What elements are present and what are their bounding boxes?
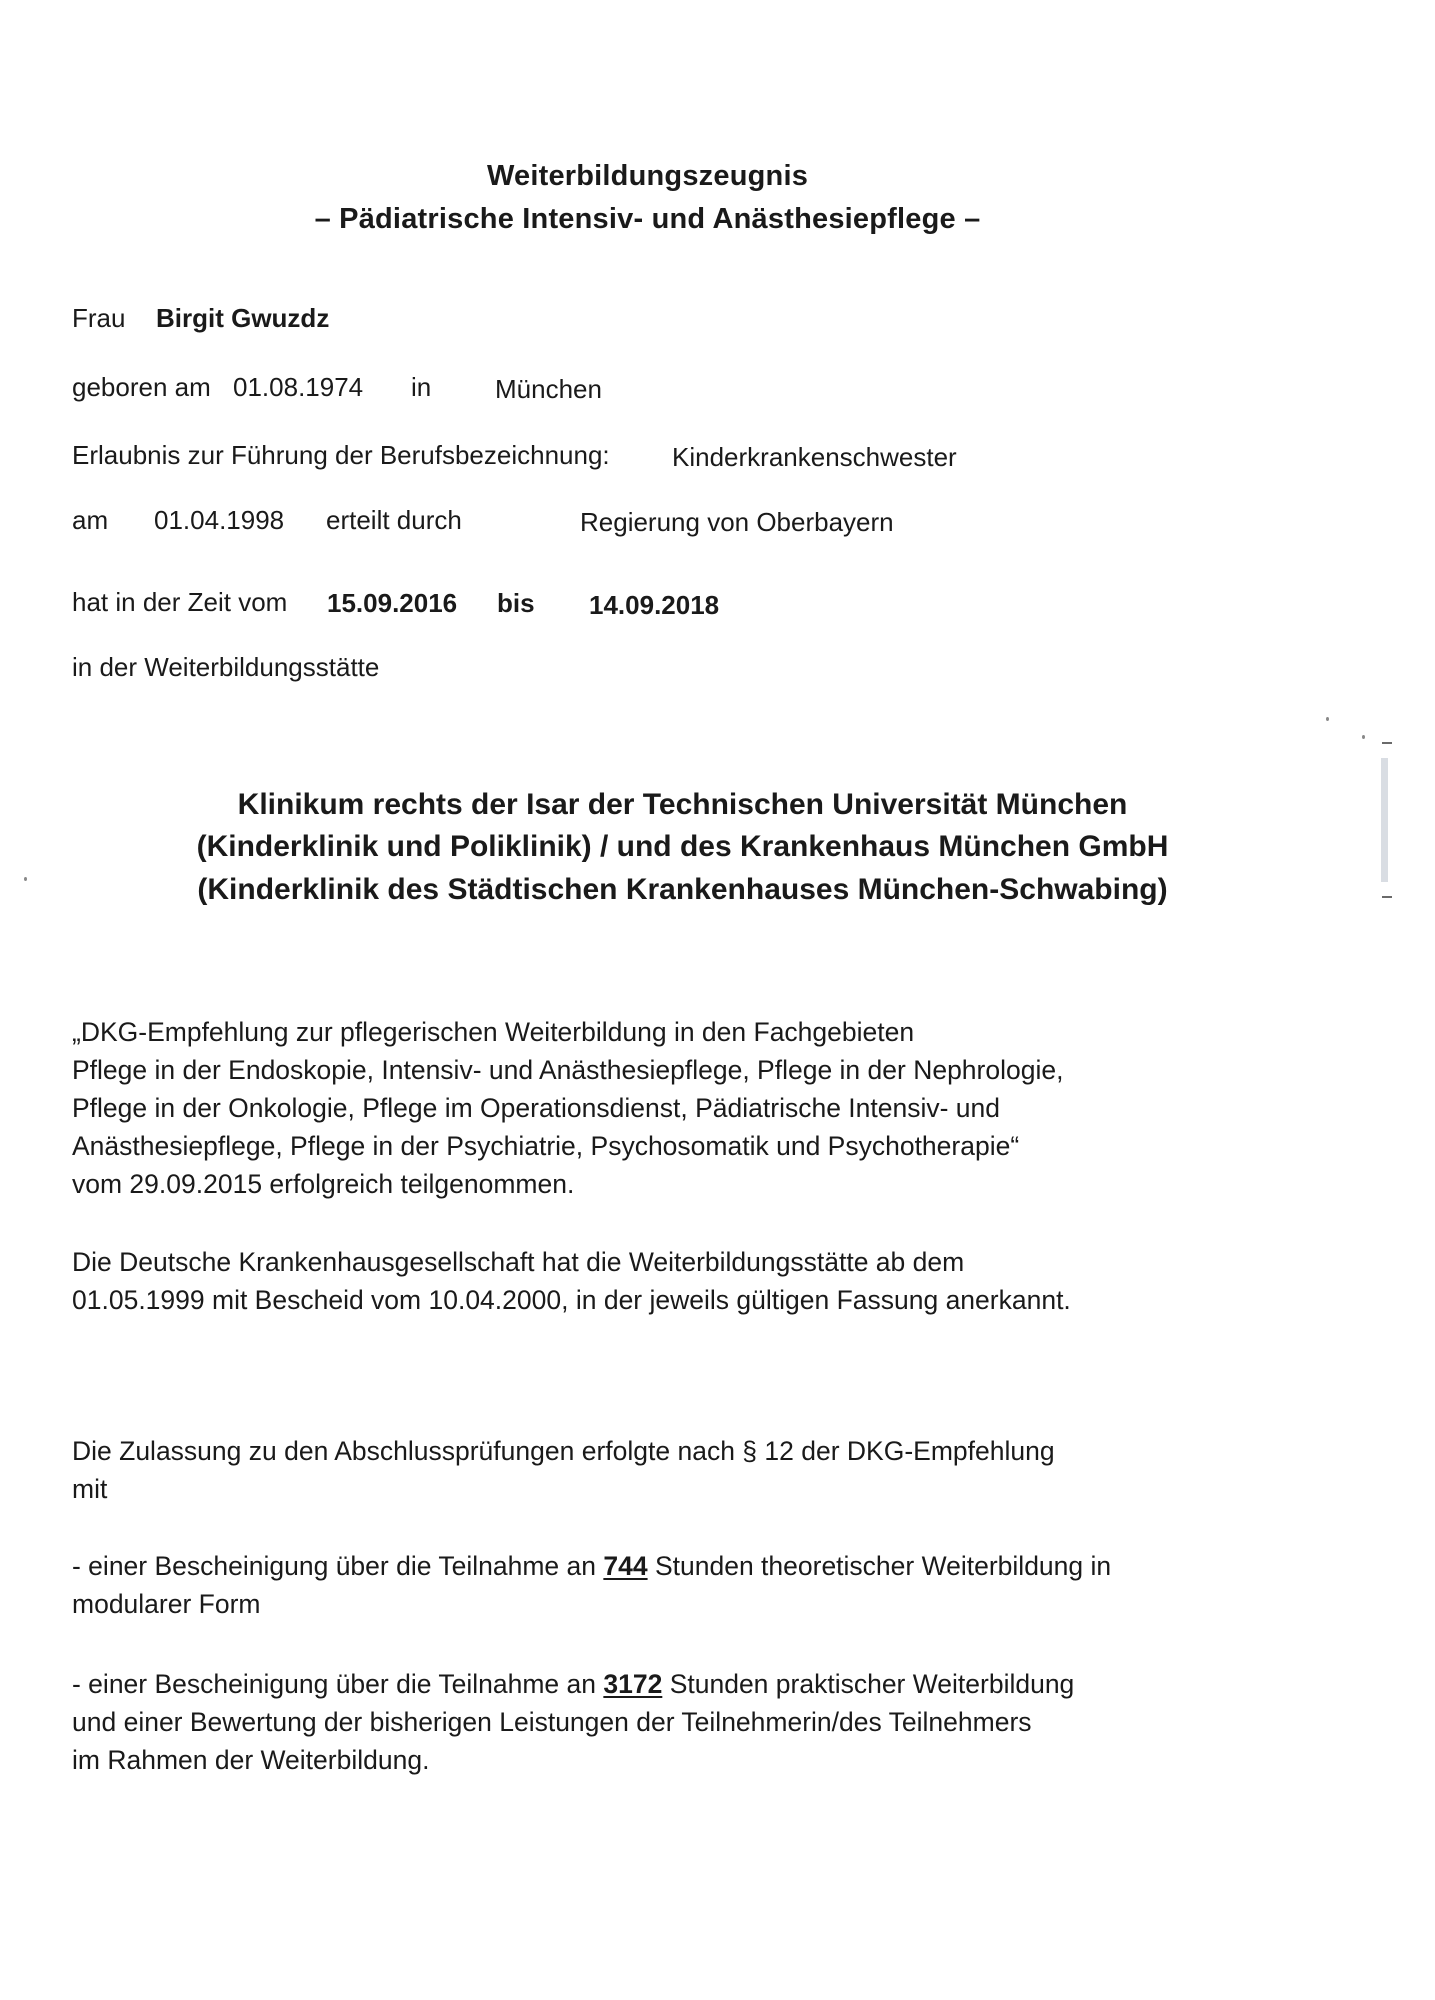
theory-hours: 744 bbox=[603, 1551, 648, 1581]
period-to: 14.09.2018 bbox=[589, 590, 720, 620]
issued-by-label: erteilt durch bbox=[326, 505, 462, 535]
period-to-label: bis bbox=[497, 588, 535, 618]
dkg-line: Pflege in der Endoskopie, Intensiv- und Anästhesiepflege, Pflege in der Nephrologie, bbox=[72, 1055, 1064, 1085]
practice-prefix: - einer Bescheinigung über die Teilnahme an bbox=[72, 1669, 596, 1699]
institution-line-1: Klinikum rechts der Isar der Technischen Universität München bbox=[237, 788, 1128, 821]
dkg-line: vom 29.09.2015 erfolgreich teilgenommen. bbox=[72, 1169, 575, 1199]
theory-prefix: - einer Bescheinigung über die Teilnahme an bbox=[72, 1551, 596, 1581]
profession: Kinderkrankenschwester bbox=[672, 442, 957, 472]
practice-hours: 3172 bbox=[603, 1669, 663, 1699]
theory-suffix: Stunden theoretischer Weiterbildung in bbox=[654, 1551, 1112, 1581]
person-name: Birgit Gwuzdz bbox=[156, 303, 330, 333]
document-subtitle: – Pädiatrische Intensiv- und Anästhesiepflege – bbox=[314, 203, 981, 235]
scan-mark bbox=[1381, 758, 1388, 882]
practice-line: und einer Bewertung der bisherigen Leistungen der Teilnehmerin/des Teilnehmers bbox=[72, 1707, 1032, 1737]
institution-line-2: (Kinderklinik und Poliklinik) / und des Krankenhaus München GmbH bbox=[196, 830, 1169, 863]
permission-label: Erlaubnis zur Führung der Berufsbezeichnung: bbox=[72, 440, 610, 470]
theory-hours-item bbox=[72, 1547, 1111, 1623]
dkg-recommendation-paragraph bbox=[72, 1013, 1063, 1203]
admission-line: mit bbox=[72, 1474, 108, 1504]
permission-am-label: am bbox=[72, 505, 109, 535]
dkg-line: Anästhesiepflege, Pflege in der Psychiatrie, Psychosomatik und Psychotherapie“ bbox=[72, 1131, 1020, 1161]
practice-line bbox=[72, 1665, 1074, 1703]
salutation: Frau bbox=[72, 303, 126, 333]
scan-mark bbox=[1382, 896, 1392, 898]
scan-mark bbox=[1382, 742, 1392, 744]
admission-line: Die Zulassung zu den Abschlussprüfungen erfolgte nach § 12 der DKG-Empfehlung bbox=[72, 1436, 1055, 1466]
birth-in-label: in bbox=[411, 372, 432, 402]
recognition-line: 01.05.1999 mit Bescheid vom 10.04.2000, in der jeweils gültigen Fassung anerkannt. bbox=[72, 1285, 1071, 1315]
theory-line: modularer Form bbox=[72, 1589, 261, 1619]
training-site-label: in der Weiterbildungsstätte bbox=[72, 652, 380, 682]
practice-suffix: Stunden praktischer Weiterbildung bbox=[669, 1669, 1075, 1699]
dkg-line: Pflege in der Onkologie, Pflege im Operationsdienst, Pädiatrische Intensiv- und bbox=[72, 1093, 1001, 1123]
dkg-line: „DKG-Empfehlung zur pflegerischen Weiterbildung in den Fachgebieten bbox=[72, 1017, 915, 1047]
scan-mark bbox=[1362, 735, 1365, 739]
birth-date: 01.08.1974 bbox=[233, 372, 364, 402]
admission-paragraph bbox=[72, 1432, 1055, 1508]
scan-mark bbox=[24, 877, 27, 881]
practice-line: im Rahmen der Weiterbildung. bbox=[72, 1745, 430, 1775]
permission-date: 01.04.1998 bbox=[154, 505, 285, 535]
birth-place: München bbox=[495, 374, 602, 404]
practice-hours-item bbox=[72, 1665, 1074, 1779]
period-label: hat in der Zeit vom bbox=[72, 587, 288, 617]
document-title: Weiterbildungszeugnis bbox=[486, 160, 809, 192]
period-from: 15.09.2016 bbox=[327, 588, 458, 618]
theory-line bbox=[72, 1547, 1111, 1585]
birth-label: geboren am bbox=[72, 372, 211, 402]
issuing-authority: Regierung von Oberbayern bbox=[580, 507, 894, 537]
institution-line-3: (Kinderklinik des Städtischen Krankenhauses München-Schwabing) bbox=[197, 873, 1168, 906]
scan-mark bbox=[1326, 717, 1329, 721]
recognition-paragraph bbox=[72, 1243, 1071, 1319]
recognition-line: Die Deutsche Krankenhausgesellschaft hat die Weiterbildungsstätte ab dem bbox=[72, 1247, 965, 1277]
